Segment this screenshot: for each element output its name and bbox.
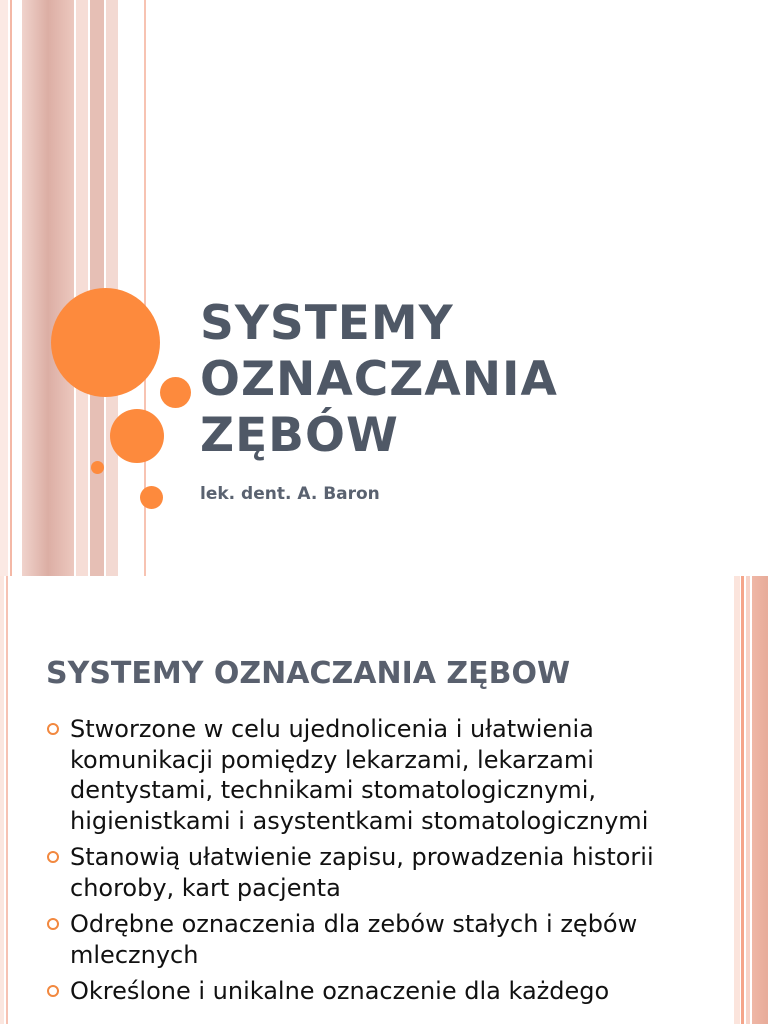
decor-circle: [51, 288, 160, 397]
list-item: [46, 976, 726, 1007]
title-line: SYSTEMY: [200, 296, 454, 351]
list-item: [46, 714, 726, 836]
list-item-text: Określone i unikalne oznaczenie dla każdego: [70, 977, 610, 1005]
list-item-text: Stworzone w celu ujednolicenia i ułatwienia komunikacji pomiędzy lekarzami, lekarzami dentystami, technikami stomatologicznymi, higienistkami i asystentkami stomatologicznymi: [70, 715, 649, 835]
decor-stripe: [734, 576, 740, 1024]
decor-stripe: [0, 576, 4, 1024]
bullet-circle-icon: [47, 918, 59, 930]
list-item-text: Odrębne oznaczenia dla zebów stałych i zębów mlecznych: [70, 910, 638, 969]
bullet-circle-icon: [47, 851, 59, 863]
slide-title: [200, 296, 558, 464]
decor-stripe: [746, 576, 750, 1024]
decor-stripe: [76, 0, 88, 576]
decor-circle: [110, 409, 164, 463]
title-line: ZĘBÓW: [200, 408, 399, 463]
bullet-circle-icon: [47, 985, 59, 997]
bullet-circle-icon: [47, 723, 59, 735]
decor-stripe: [10, 0, 12, 576]
list-item: [46, 842, 726, 903]
content-slide: [0, 576, 768, 1024]
decor-circle: [160, 377, 191, 408]
decor-circle: [91, 461, 104, 474]
decor-stripe: [22, 0, 74, 576]
bullet-list: [46, 714, 726, 1013]
list-item: [46, 909, 726, 970]
decor-circle: [140, 486, 163, 509]
decor-stripe: [752, 576, 768, 1024]
title-line: OZNACZANIA: [200, 352, 558, 407]
decor-stripe: [6, 576, 8, 1024]
decor-stripe: [741, 576, 744, 1024]
decor-stripe: [0, 0, 8, 576]
list-item-text: Stanowią ułatwienie zapisu, prowadzenia historii choroby, kart pacjenta: [70, 843, 654, 902]
slide-subtitle: lek. dent. A. Baron: [200, 484, 380, 504]
slide-title: SYSTEMY OZNACZANIA ZĘBOW: [46, 656, 571, 691]
